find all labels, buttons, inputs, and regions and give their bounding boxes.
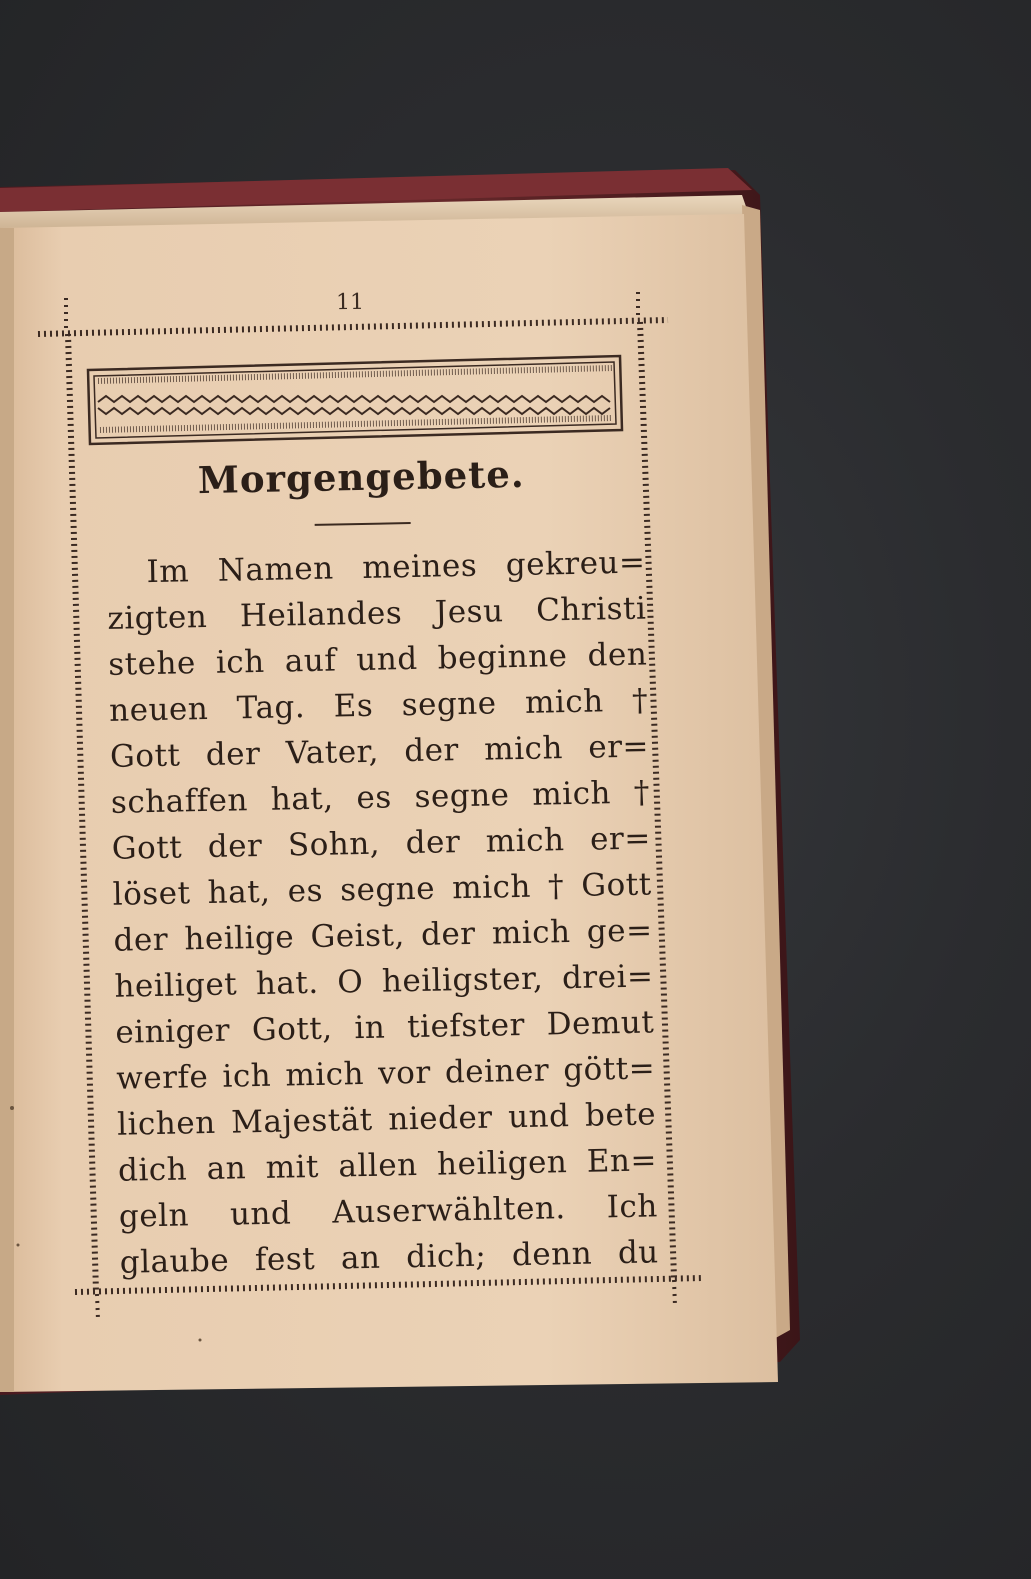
word: Auserwählten. bbox=[331, 1190, 567, 1231]
word: glaube bbox=[119, 1242, 230, 1281]
word: an bbox=[206, 1150, 247, 1188]
word: Demut bbox=[546, 1004, 655, 1043]
word: es bbox=[356, 779, 393, 817]
word: ge= bbox=[586, 912, 653, 950]
word: segne bbox=[414, 777, 510, 815]
word: Geist, bbox=[310, 917, 406, 956]
word: dich bbox=[117, 1151, 188, 1189]
word: Christi bbox=[535, 590, 647, 629]
word: Gott bbox=[111, 829, 183, 867]
word: dich; bbox=[405, 1237, 487, 1276]
word: ich bbox=[222, 1057, 272, 1095]
word: Ich bbox=[606, 1188, 659, 1226]
word: † bbox=[547, 868, 565, 905]
word: mich bbox=[491, 914, 571, 952]
prayer-body bbox=[100, 540, 659, 1286]
word: denn bbox=[511, 1235, 593, 1274]
word: werfe bbox=[115, 1059, 209, 1097]
word: mich bbox=[285, 1056, 365, 1094]
word: Heilandes bbox=[239, 595, 403, 635]
word: hat, bbox=[270, 780, 334, 818]
word: heiliget bbox=[114, 966, 238, 1005]
word: du bbox=[617, 1234, 660, 1272]
word: und bbox=[507, 1098, 570, 1136]
word: hat, bbox=[207, 873, 271, 911]
page-number: 11 bbox=[335, 289, 365, 316]
word: bete bbox=[584, 1096, 657, 1134]
word: Sohn, bbox=[287, 825, 381, 864]
word: mich bbox=[483, 730, 564, 768]
word: einiger bbox=[115, 1012, 231, 1051]
word: Jesu bbox=[434, 593, 504, 631]
word: mich bbox=[485, 822, 565, 860]
word: heiligen bbox=[436, 1144, 568, 1183]
word: drei= bbox=[561, 958, 654, 997]
word: meines bbox=[361, 547, 478, 586]
word: es bbox=[287, 872, 324, 910]
word: in bbox=[354, 1009, 386, 1047]
word: Es bbox=[333, 687, 374, 725]
word: Im bbox=[146, 553, 190, 591]
word: vor bbox=[377, 1054, 432, 1092]
word: lichen bbox=[116, 1104, 216, 1143]
word: segne bbox=[339, 870, 436, 909]
prayer-text-block bbox=[98, 430, 659, 1286]
word: heilige bbox=[184, 919, 295, 958]
word: er= bbox=[587, 728, 650, 766]
word: auf bbox=[284, 642, 337, 680]
word: Namen bbox=[217, 550, 335, 589]
word: der bbox=[403, 732, 460, 770]
word: segne bbox=[401, 685, 497, 724]
word: geln bbox=[118, 1197, 190, 1235]
prayer-heading: Morgengebete. bbox=[197, 451, 526, 503]
word: O bbox=[336, 964, 364, 1001]
word: an bbox=[340, 1239, 381, 1277]
word: Vater, bbox=[285, 733, 380, 772]
word: † bbox=[633, 774, 651, 811]
word: Gott bbox=[580, 866, 652, 904]
word: deiner bbox=[444, 1052, 550, 1091]
word: tiefster bbox=[406, 1006, 526, 1046]
word: und bbox=[229, 1195, 292, 1233]
word: der bbox=[207, 827, 263, 865]
word: mich bbox=[531, 775, 612, 813]
word: zigten bbox=[107, 598, 208, 637]
word: gött= bbox=[562, 1050, 656, 1089]
word: Tag. bbox=[236, 689, 306, 727]
word: En= bbox=[586, 1142, 658, 1180]
word: stehe bbox=[107, 645, 197, 683]
word: Majestät bbox=[230, 1101, 374, 1141]
word: mich bbox=[524, 683, 604, 721]
word: ich bbox=[215, 643, 266, 681]
word: nieder bbox=[387, 1099, 493, 1138]
word: der bbox=[113, 921, 169, 959]
word: und bbox=[356, 640, 418, 679]
word: den bbox=[587, 636, 648, 674]
word: allen bbox=[338, 1147, 418, 1185]
word: neuen bbox=[108, 690, 209, 729]
word: Gott, bbox=[251, 1010, 333, 1049]
word: löset bbox=[112, 875, 191, 913]
word: der bbox=[420, 915, 476, 953]
left-page-fragment bbox=[0, 228, 14, 1392]
word: gekreu= bbox=[505, 544, 646, 584]
word: fest bbox=[254, 1240, 316, 1279]
heading-rule bbox=[314, 522, 410, 526]
word: mich bbox=[451, 868, 532, 907]
word: Gott bbox=[109, 737, 181, 775]
word: er= bbox=[589, 820, 652, 858]
word: † bbox=[631, 682, 649, 719]
word: hat. bbox=[255, 964, 319, 1003]
word: der bbox=[405, 824, 461, 862]
word: der bbox=[205, 735, 261, 773]
word: heiligster, bbox=[381, 960, 544, 1000]
word: schaffen bbox=[110, 782, 249, 821]
word: beginne bbox=[437, 638, 568, 677]
word: mit bbox=[265, 1148, 320, 1186]
